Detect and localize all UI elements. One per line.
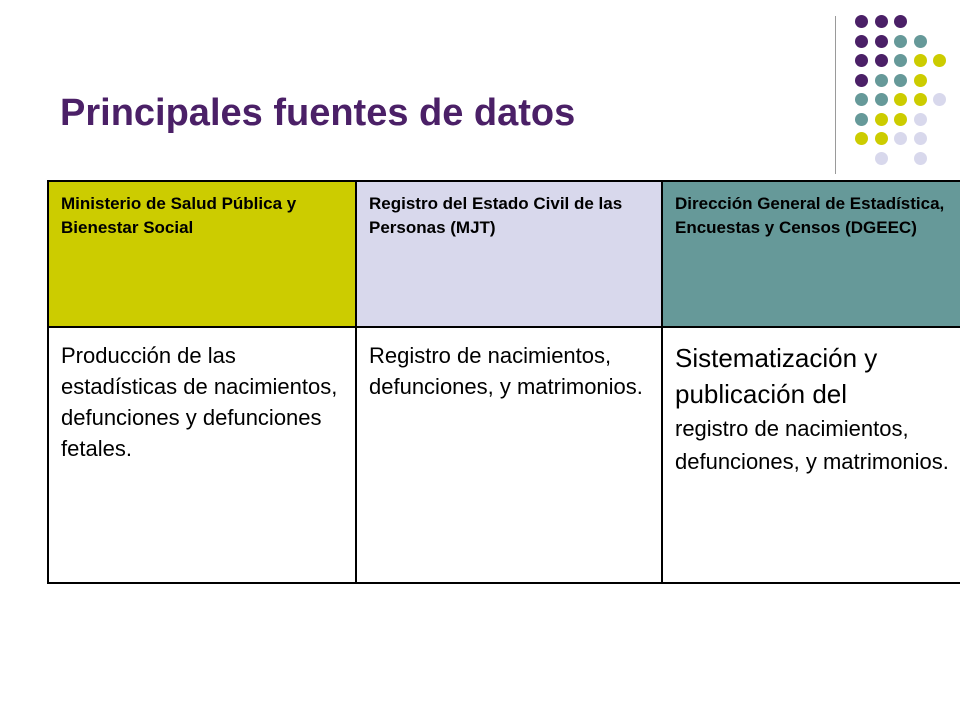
decorative-dot	[914, 113, 927, 126]
decorative-dot	[875, 54, 888, 67]
decorative-dot	[914, 93, 927, 106]
decorative-dot	[855, 35, 868, 48]
body-cell-dgeec-rest: registro de nacimientos, defunciones, y matrimonios.	[675, 416, 949, 474]
decorative-dot	[875, 15, 888, 28]
decorative-dot	[875, 152, 888, 165]
decorative-dot	[914, 35, 927, 48]
data-sources-table	[47, 180, 960, 584]
decorative-dot	[894, 132, 907, 145]
decorative-dot	[933, 93, 946, 106]
decorative-dot	[855, 54, 868, 67]
decorative-dot	[914, 74, 927, 87]
decorative-dot	[875, 132, 888, 145]
header-cell-ministerio: Ministerio de Salud Pública y Bienestar Social	[48, 181, 356, 327]
table-header-row	[48, 181, 960, 327]
body-cell-ministerio: Producción de las estadísticas de nacimientos, defunciones y defunciones fetales.	[48, 327, 356, 583]
table-row	[48, 327, 960, 583]
header-cell-registro: Registro del Estado Civil de las Personas (MJT)	[356, 181, 662, 327]
decorative-dot	[933, 54, 946, 67]
decorative-dot	[855, 15, 868, 28]
decorative-dot	[914, 152, 927, 165]
decorative-dot	[894, 93, 907, 106]
decorative-dot	[875, 113, 888, 126]
decorative-dot	[894, 74, 907, 87]
decorative-divider-line	[835, 16, 836, 174]
decorative-dot	[855, 132, 868, 145]
decorative-dot	[875, 35, 888, 48]
decorative-dot	[894, 113, 907, 126]
decorative-dot	[875, 74, 888, 87]
decorative-dot	[894, 15, 907, 28]
body-cell-registro: Registro de nacimientos, defunciones, y matrimonios.	[356, 327, 662, 583]
decorative-dot	[914, 132, 927, 145]
decorative-dot	[894, 35, 907, 48]
decorative-dot	[875, 93, 888, 106]
slide-title: Principales fuentes de datos	[60, 92, 576, 134]
decorative-dot	[855, 74, 868, 87]
body-cell-dgeec-lead: Sistematización y publicación del	[675, 343, 878, 409]
decorative-dot	[855, 113, 868, 126]
decorative-dot	[894, 54, 907, 67]
header-cell-dgeec: Dirección General de Estadística, Encuestas y Censos (DGEEC)	[662, 181, 960, 327]
body-cell-dgeec	[662, 327, 960, 583]
decorative-dot	[914, 54, 927, 67]
decorative-dot	[855, 93, 868, 106]
